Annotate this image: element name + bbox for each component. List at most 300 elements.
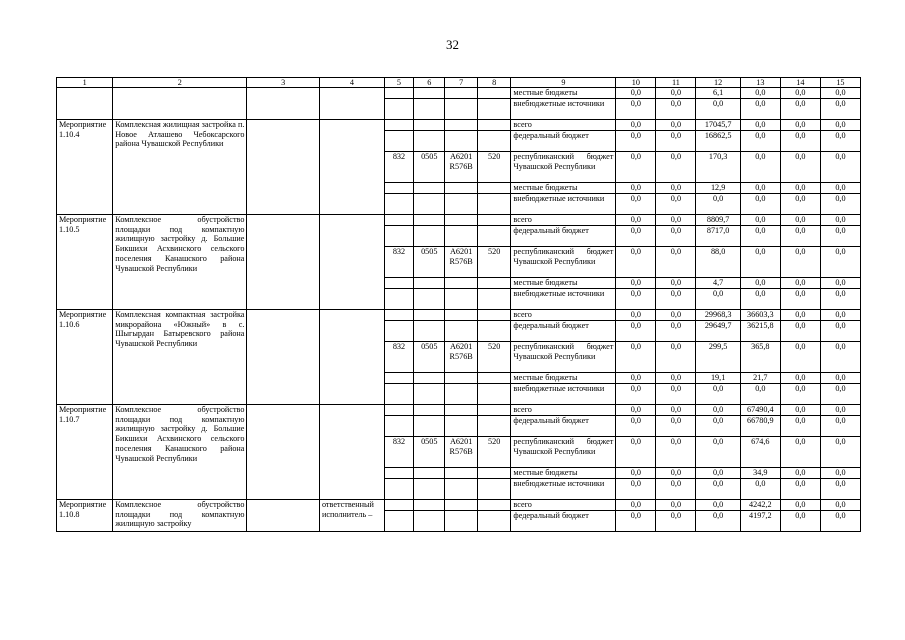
value-cell: 29968,3 bbox=[696, 310, 740, 321]
value-cell: 0,0 bbox=[656, 405, 696, 416]
value-cell: 0,0 bbox=[696, 468, 740, 479]
value-cell: 0,0 bbox=[656, 511, 696, 532]
value-cell: 0,0 bbox=[740, 289, 780, 310]
value-cell: 0,0 bbox=[820, 384, 860, 405]
code-cell-grbs bbox=[384, 511, 413, 532]
value-cell: 0,0 bbox=[740, 131, 780, 152]
value-cell: 0,0 bbox=[780, 342, 820, 373]
code-cell-grbs bbox=[384, 120, 413, 131]
code-cell-vr: 520 bbox=[477, 247, 511, 278]
value-cell: 0,0 bbox=[616, 289, 656, 310]
value-cell: 0,0 bbox=[780, 120, 820, 131]
code-cell-csr bbox=[445, 405, 477, 416]
value-cell: 0,0 bbox=[656, 342, 696, 373]
value-cell: 88,0 bbox=[696, 247, 740, 278]
header-cell: 2 bbox=[113, 78, 247, 88]
code-cell-vr: 520 bbox=[477, 437, 511, 468]
table-row bbox=[57, 215, 861, 226]
value-cell: 0,0 bbox=[656, 194, 696, 215]
code-cell-vr bbox=[477, 131, 511, 152]
value-cell: 0,0 bbox=[616, 511, 656, 532]
source-cell: внебюджетные источники bbox=[511, 194, 616, 215]
code-cell-csr: А6201 R576B bbox=[445, 247, 477, 278]
value-cell: 17045,7 bbox=[696, 120, 740, 131]
event-label-cell: Мероприятие 1.10.5 bbox=[57, 215, 113, 310]
header-cell: 7 bbox=[445, 78, 477, 88]
source-cell: всего bbox=[511, 120, 616, 131]
code-cell-grbs: 832 bbox=[384, 437, 413, 468]
value-cell: 0,0 bbox=[780, 247, 820, 278]
code-cell-vr bbox=[477, 215, 511, 226]
value-cell: 4242,2 bbox=[740, 500, 780, 511]
table-row bbox=[57, 405, 861, 416]
event-name-cell bbox=[113, 88, 247, 120]
code-cell-grbs bbox=[384, 278, 413, 289]
header-cell: 11 bbox=[656, 78, 696, 88]
header-cell: 13 bbox=[740, 78, 780, 88]
value-cell: 0,0 bbox=[820, 215, 860, 226]
code-cell-vr bbox=[477, 99, 511, 120]
code-cell-rzpr: 0505 bbox=[414, 437, 445, 468]
code-cell-rzpr bbox=[414, 226, 445, 247]
value-cell: 0,0 bbox=[616, 384, 656, 405]
value-cell: 0,0 bbox=[616, 405, 656, 416]
code-cell-grbs: 832 bbox=[384, 342, 413, 373]
code-cell-vr: 520 bbox=[477, 152, 511, 183]
header-cell: 8 bbox=[477, 78, 511, 88]
code-cell-csr bbox=[445, 99, 477, 120]
code-cell-grbs bbox=[384, 384, 413, 405]
value-cell: 0,0 bbox=[740, 278, 780, 289]
event-name-cell: Комплексное обустройство площадки под компактную жилищную застройку д. Большие Бикшихи Асхвинского сельского поселения Канашского района Чувашской Республики bbox=[113, 405, 247, 500]
code-cell-rzpr: 0505 bbox=[414, 247, 445, 278]
value-cell: 0,0 bbox=[656, 321, 696, 342]
value-cell: 0,0 bbox=[616, 183, 656, 194]
code-cell-grbs bbox=[384, 226, 413, 247]
code-cell-csr bbox=[445, 183, 477, 194]
value-cell: 0,0 bbox=[656, 500, 696, 511]
code-cell-vr bbox=[477, 468, 511, 479]
source-cell: внебюджетные источники bbox=[511, 479, 616, 500]
value-cell: 0,0 bbox=[780, 215, 820, 226]
value-cell: 0,0 bbox=[696, 384, 740, 405]
value-cell: 0,0 bbox=[656, 384, 696, 405]
value-cell: 8717,0 bbox=[696, 226, 740, 247]
source-cell: всего bbox=[511, 500, 616, 511]
value-cell: 0,0 bbox=[820, 194, 860, 215]
source-cell: местные бюджеты bbox=[511, 183, 616, 194]
value-cell: 0,0 bbox=[616, 468, 656, 479]
value-cell: 0,0 bbox=[780, 152, 820, 183]
value-cell: 0,0 bbox=[780, 384, 820, 405]
col3-cell bbox=[247, 500, 320, 532]
table-row bbox=[57, 500, 861, 511]
header-cell: 3 bbox=[247, 78, 320, 88]
code-cell-vr bbox=[477, 384, 511, 405]
value-cell: 12,9 bbox=[696, 183, 740, 194]
value-cell: 0,0 bbox=[780, 468, 820, 479]
source-cell: федеральный бюджет bbox=[511, 226, 616, 247]
value-cell: 0,0 bbox=[616, 373, 656, 384]
code-cell-grbs bbox=[384, 183, 413, 194]
event-name-cell: Комплексная компактная застройка микрорайона «Южный» в с. Шыгырдан Батыревского района Чувашской Республики bbox=[113, 310, 247, 405]
value-cell: 0,0 bbox=[616, 120, 656, 131]
value-cell: 0,0 bbox=[780, 373, 820, 384]
value-cell: 0,0 bbox=[780, 183, 820, 194]
value-cell: 0,0 bbox=[616, 437, 656, 468]
value-cell: 0,0 bbox=[740, 183, 780, 194]
value-cell: 0,0 bbox=[780, 194, 820, 215]
value-cell: 0,0 bbox=[656, 99, 696, 120]
code-cell-vr bbox=[477, 373, 511, 384]
source-cell: местные бюджеты bbox=[511, 88, 616, 99]
header-cell: 6 bbox=[414, 78, 445, 88]
code-cell-vr bbox=[477, 321, 511, 342]
value-cell: 0,0 bbox=[616, 215, 656, 226]
value-cell: 0,0 bbox=[820, 88, 860, 99]
code-cell-csr bbox=[445, 310, 477, 321]
col4-cell bbox=[319, 215, 384, 310]
value-cell: 66780,9 bbox=[740, 416, 780, 437]
value-cell: 0,0 bbox=[820, 120, 860, 131]
value-cell: 19,1 bbox=[696, 373, 740, 384]
value-cell: 0,0 bbox=[820, 183, 860, 194]
value-cell: 0,0 bbox=[820, 226, 860, 247]
value-cell: 67490,4 bbox=[740, 405, 780, 416]
code-cell-grbs bbox=[384, 321, 413, 342]
code-cell-vr bbox=[477, 310, 511, 321]
code-cell-csr bbox=[445, 321, 477, 342]
header-cell: 9 bbox=[511, 78, 616, 88]
header-cell: 12 bbox=[696, 78, 740, 88]
source-cell: федеральный бюджет bbox=[511, 321, 616, 342]
code-cell-rzpr bbox=[414, 479, 445, 500]
value-cell: 0,0 bbox=[656, 479, 696, 500]
value-cell: 0,0 bbox=[780, 310, 820, 321]
code-cell-vr bbox=[477, 500, 511, 511]
code-cell-csr bbox=[445, 500, 477, 511]
value-cell: 0,0 bbox=[616, 500, 656, 511]
code-cell-csr: А6201 R576B bbox=[445, 152, 477, 183]
event-name-cell: Комплексная жилищная застройка п. Новое Атлашево Чебоксарского района Чувашской Республики bbox=[113, 120, 247, 215]
col4-cell bbox=[319, 310, 384, 405]
value-cell: 0,0 bbox=[780, 226, 820, 247]
code-cell-vr bbox=[477, 278, 511, 289]
value-cell: 0,0 bbox=[656, 88, 696, 99]
value-cell: 0,0 bbox=[616, 226, 656, 247]
code-cell-grbs bbox=[384, 310, 413, 321]
value-cell: 0,0 bbox=[740, 194, 780, 215]
code-cell-csr bbox=[445, 468, 477, 479]
value-cell: 0,0 bbox=[820, 310, 860, 321]
value-cell: 0,0 bbox=[616, 416, 656, 437]
value-cell: 170,3 bbox=[696, 152, 740, 183]
value-cell: 0,0 bbox=[656, 278, 696, 289]
value-cell: 0,0 bbox=[740, 215, 780, 226]
value-cell: 0,0 bbox=[696, 479, 740, 500]
code-cell-rzpr bbox=[414, 384, 445, 405]
code-cell-grbs bbox=[384, 99, 413, 120]
code-cell-vr bbox=[477, 511, 511, 532]
value-cell: 0,0 bbox=[820, 405, 860, 416]
value-cell: 4197,2 bbox=[740, 511, 780, 532]
value-cell: 0,0 bbox=[820, 437, 860, 468]
code-cell-grbs bbox=[384, 194, 413, 215]
value-cell: 0,0 bbox=[696, 511, 740, 532]
value-cell: 0,0 bbox=[740, 99, 780, 120]
event-name-cell: Комплексное обустройство площадки под компактную жилищную застройку bbox=[113, 500, 247, 532]
code-cell-vr bbox=[477, 289, 511, 310]
code-cell-vr bbox=[477, 405, 511, 416]
col3-cell bbox=[247, 215, 320, 310]
value-cell: 0,0 bbox=[656, 310, 696, 321]
source-cell: всего bbox=[511, 405, 616, 416]
header-cell: 1 bbox=[57, 78, 113, 88]
value-cell: 0,0 bbox=[740, 226, 780, 247]
value-cell: 0,0 bbox=[696, 437, 740, 468]
code-cell-rzpr bbox=[414, 405, 445, 416]
value-cell: 16862,5 bbox=[696, 131, 740, 152]
value-cell: 0,0 bbox=[820, 99, 860, 120]
source-cell: местные бюджеты bbox=[511, 468, 616, 479]
page-number: 32 bbox=[446, 37, 459, 52]
code-cell-rzpr bbox=[414, 120, 445, 131]
value-cell: 0,0 bbox=[820, 416, 860, 437]
source-cell: местные бюджеты bbox=[511, 278, 616, 289]
event-label-cell bbox=[57, 88, 113, 120]
col4-cell: ответственный исполнитель – bbox=[319, 500, 384, 532]
code-cell-rzpr bbox=[414, 500, 445, 511]
col3-cell bbox=[247, 310, 320, 405]
code-cell-grbs bbox=[384, 500, 413, 511]
value-cell: 0,0 bbox=[740, 479, 780, 500]
value-cell: 0,0 bbox=[616, 99, 656, 120]
code-cell-csr bbox=[445, 120, 477, 131]
code-cell-rzpr bbox=[414, 194, 445, 215]
code-cell-csr bbox=[445, 384, 477, 405]
event-label-cell: Мероприятие 1.10.8 bbox=[57, 500, 113, 532]
value-cell: 0,0 bbox=[656, 183, 696, 194]
value-cell: 0,0 bbox=[616, 479, 656, 500]
code-cell-vr bbox=[477, 120, 511, 131]
code-cell-grbs: 832 bbox=[384, 247, 413, 278]
value-cell: 0,0 bbox=[820, 468, 860, 479]
value-cell: 0,0 bbox=[740, 152, 780, 183]
code-cell-vr bbox=[477, 226, 511, 247]
code-cell-rzpr bbox=[414, 88, 445, 99]
source-cell: республиканский бюджет Чувашской Республики bbox=[511, 247, 616, 278]
value-cell: 0,0 bbox=[820, 373, 860, 384]
value-cell: 0,0 bbox=[616, 88, 656, 99]
value-cell: 0,0 bbox=[656, 120, 696, 131]
code-cell-vr bbox=[477, 416, 511, 437]
event-label-cell: Мероприятие 1.10.6 bbox=[57, 310, 113, 405]
value-cell: 0,0 bbox=[740, 384, 780, 405]
value-cell: 0,0 bbox=[820, 289, 860, 310]
value-cell: 0,0 bbox=[696, 194, 740, 215]
value-cell: 0,0 bbox=[656, 437, 696, 468]
budget-table bbox=[56, 77, 861, 532]
value-cell: 0,0 bbox=[780, 511, 820, 532]
code-cell-grbs bbox=[384, 289, 413, 310]
value-cell: 0,0 bbox=[696, 405, 740, 416]
value-cell: 0,0 bbox=[616, 247, 656, 278]
source-cell: федеральный бюджет bbox=[511, 416, 616, 437]
value-cell: 0,0 bbox=[820, 321, 860, 342]
value-cell: 0,0 bbox=[820, 278, 860, 289]
value-cell: 0,0 bbox=[780, 321, 820, 342]
code-cell-rzpr: 0505 bbox=[414, 342, 445, 373]
code-cell-rzpr bbox=[414, 310, 445, 321]
value-cell: 0,0 bbox=[616, 342, 656, 373]
value-cell: 0,0 bbox=[656, 468, 696, 479]
col3-cell bbox=[247, 88, 320, 120]
event-name-cell: Комплексное обустройство площадки под компактную жилищную застройку д. Большие Бикшихи Асхвинского сельского поселения Канашского района Чувашской Республики bbox=[113, 215, 247, 310]
value-cell: 36215,8 bbox=[740, 321, 780, 342]
value-cell: 0,0 bbox=[820, 479, 860, 500]
code-cell-grbs bbox=[384, 373, 413, 384]
value-cell: 0,0 bbox=[656, 247, 696, 278]
value-cell: 0,0 bbox=[780, 88, 820, 99]
code-cell-csr bbox=[445, 131, 477, 152]
code-cell-vr bbox=[477, 88, 511, 99]
header-cell: 5 bbox=[384, 78, 413, 88]
code-cell-vr bbox=[477, 479, 511, 500]
value-cell: 0,0 bbox=[780, 500, 820, 511]
value-cell: 0,0 bbox=[780, 437, 820, 468]
value-cell: 0,0 bbox=[696, 416, 740, 437]
code-cell-vr: 520 bbox=[477, 342, 511, 373]
code-cell-grbs bbox=[384, 479, 413, 500]
source-cell: внебюджетные источники bbox=[511, 384, 616, 405]
code-cell-grbs bbox=[384, 215, 413, 226]
header-cell: 10 bbox=[616, 78, 656, 88]
col3-cell bbox=[247, 405, 320, 500]
value-cell: 0,0 bbox=[740, 120, 780, 131]
source-cell: всего bbox=[511, 310, 616, 321]
value-cell: 0,0 bbox=[780, 479, 820, 500]
code-cell-rzpr bbox=[414, 373, 445, 384]
value-cell: 0,0 bbox=[616, 194, 656, 215]
code-cell-csr bbox=[445, 416, 477, 437]
value-cell: 0,0 bbox=[616, 321, 656, 342]
value-cell: 4,7 bbox=[696, 278, 740, 289]
event-label-cell: Мероприятие 1.10.7 bbox=[57, 405, 113, 500]
value-cell: 0,0 bbox=[820, 131, 860, 152]
code-cell-csr bbox=[445, 278, 477, 289]
code-cell-csr: А6201 R576B bbox=[445, 437, 477, 468]
value-cell: 365,8 bbox=[740, 342, 780, 373]
value-cell: 0,0 bbox=[696, 500, 740, 511]
value-cell: 6,1 bbox=[696, 88, 740, 99]
code-cell-vr bbox=[477, 194, 511, 215]
value-cell: 0,0 bbox=[780, 416, 820, 437]
value-cell: 0,0 bbox=[780, 278, 820, 289]
code-cell-grbs bbox=[384, 416, 413, 437]
source-cell: республиканский бюджет Чувашской Республики bbox=[511, 152, 616, 183]
header-row bbox=[57, 78, 861, 88]
value-cell: 0,0 bbox=[656, 215, 696, 226]
value-cell: 0,0 bbox=[656, 152, 696, 183]
code-cell-rzpr: 0505 bbox=[414, 152, 445, 183]
value-cell: 0,0 bbox=[656, 289, 696, 310]
code-cell-grbs: 832 bbox=[384, 152, 413, 183]
code-cell-rzpr bbox=[414, 131, 445, 152]
source-cell: федеральный бюджет bbox=[511, 511, 616, 532]
source-cell: республиканский бюджет Чувашской Республики bbox=[511, 437, 616, 468]
value-cell: 36603,3 bbox=[740, 310, 780, 321]
value-cell: 8809,7 bbox=[696, 215, 740, 226]
value-cell: 0,0 bbox=[780, 405, 820, 416]
value-cell: 0,0 bbox=[820, 247, 860, 278]
source-cell: местные бюджеты bbox=[511, 373, 616, 384]
code-cell-csr bbox=[445, 194, 477, 215]
code-cell-csr: А6201 R576B bbox=[445, 342, 477, 373]
code-cell-grbs bbox=[384, 88, 413, 99]
code-cell-vr bbox=[477, 183, 511, 194]
code-cell-rzpr bbox=[414, 215, 445, 226]
code-cell-rzpr bbox=[414, 183, 445, 194]
source-cell: республиканский бюджет Чувашской Республики bbox=[511, 342, 616, 373]
col4-cell bbox=[319, 88, 384, 120]
value-cell: 0,0 bbox=[780, 99, 820, 120]
code-cell-rzpr bbox=[414, 99, 445, 120]
source-cell: внебюджетные источники bbox=[511, 99, 616, 120]
value-cell: 0,0 bbox=[780, 289, 820, 310]
code-cell-csr bbox=[445, 479, 477, 500]
code-cell-csr bbox=[445, 88, 477, 99]
header-cell: 4 bbox=[319, 78, 384, 88]
value-cell: 0,0 bbox=[656, 373, 696, 384]
table-row bbox=[57, 120, 861, 131]
value-cell: 0,0 bbox=[696, 99, 740, 120]
code-cell-csr bbox=[445, 373, 477, 384]
code-cell-csr bbox=[445, 226, 477, 247]
value-cell: 674,6 bbox=[740, 437, 780, 468]
table-body bbox=[57, 78, 861, 532]
col4-cell bbox=[319, 405, 384, 500]
source-cell: федеральный бюджет bbox=[511, 131, 616, 152]
code-cell-grbs bbox=[384, 131, 413, 152]
value-cell: 0,0 bbox=[616, 310, 656, 321]
code-cell-rzpr bbox=[414, 278, 445, 289]
value-cell: 0,0 bbox=[740, 247, 780, 278]
value-cell: 0,0 bbox=[740, 88, 780, 99]
code-cell-rzpr bbox=[414, 468, 445, 479]
header-cell: 15 bbox=[820, 78, 860, 88]
value-cell: 29649,7 bbox=[696, 321, 740, 342]
code-cell-csr bbox=[445, 289, 477, 310]
code-cell-rzpr bbox=[414, 321, 445, 342]
value-cell: 0,0 bbox=[656, 226, 696, 247]
value-cell: 0,0 bbox=[696, 289, 740, 310]
source-cell: внебюджетные источники bbox=[511, 289, 616, 310]
value-cell: 0,0 bbox=[656, 416, 696, 437]
col3-cell bbox=[247, 120, 320, 215]
value-cell: 21,7 bbox=[740, 373, 780, 384]
value-cell: 0,0 bbox=[820, 152, 860, 183]
value-cell: 0,0 bbox=[616, 152, 656, 183]
value-cell: 0,0 bbox=[820, 342, 860, 373]
code-cell-rzpr bbox=[414, 289, 445, 310]
value-cell: 299,5 bbox=[696, 342, 740, 373]
table-row bbox=[57, 88, 861, 99]
event-label-cell: Мероприятие 1.10.4 bbox=[57, 120, 113, 215]
value-cell: 34,9 bbox=[740, 468, 780, 479]
header-cell: 14 bbox=[780, 78, 820, 88]
code-cell-rzpr bbox=[414, 511, 445, 532]
code-cell-csr bbox=[445, 511, 477, 532]
